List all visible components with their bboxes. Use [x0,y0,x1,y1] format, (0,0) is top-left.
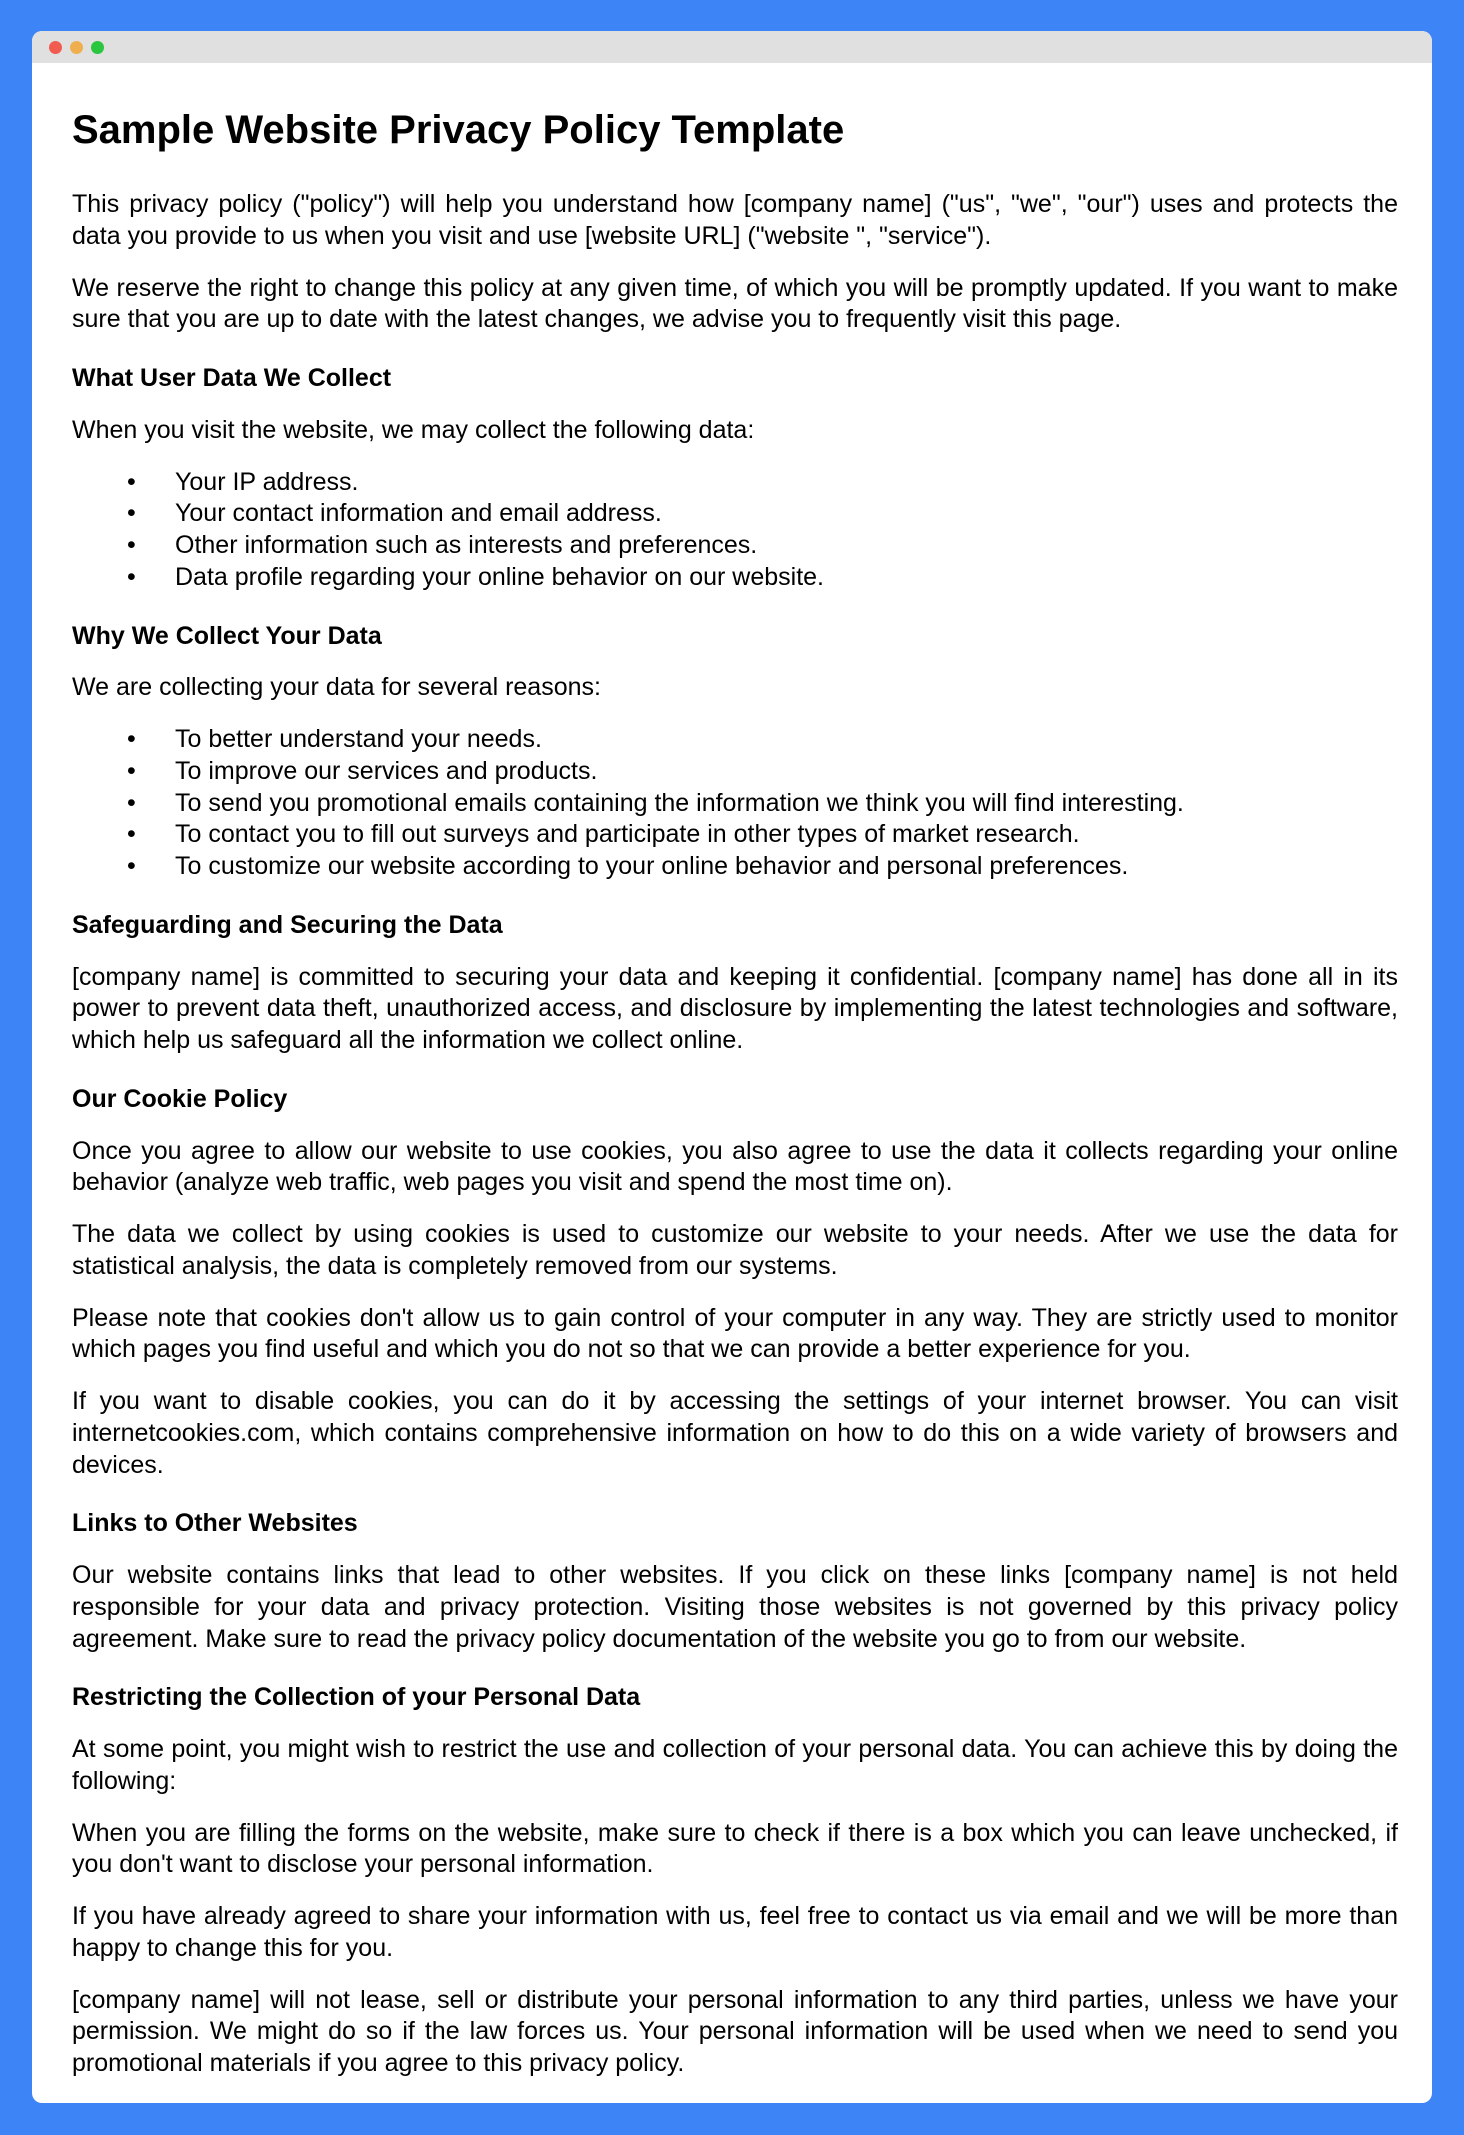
window-titlebar [32,31,1432,63]
document-sections [72,189,1398,2080]
list-item: • Your IP address. [175,467,1398,499]
close-button[interactable] [49,41,62,54]
paragraph: Our website contains links that lead to other websites. If you click on these links [company name] is not held responsible for your data and privacy protection. Visiting those websites is not governed by this privacy policy agreement. Make sure to read the privacy policy documentation of the website you go to from our website. [72,1561,1398,1653]
list-item: • Your contact information and email address. [175,498,1398,530]
paragraph: We are collecting your data for several reasons: [72,673,601,702]
paragraph: [company name] will not lease, sell or distribute your personal information to any third parties, unless we have your permission. We might do so if the law forces us. Your personal information will be used when we need to send you promotional materials if you agree to this privacy policy. [72,1985,1398,2077]
paragraph: If you want to disable cookies, you can do it by accessing the settings of your internet browser. You can visit internetcookies.com, which contains comprehensive information on how to do this on a wide variety of browsers and devices. [72,1387,1398,1479]
list-item: • Other information such as interests and preferences. [175,530,1398,562]
section-heading: Our Cookie Policy [72,1084,288,1113]
bullet-list [72,724,1398,883]
document-body [32,63,1432,2103]
paragraph: This privacy policy ("policy") will help you understand how [company name] ("us", "we", "our") uses and protects the data you provide to us when you visit and use [website URL] ("website ", "service"). [72,190,1398,250]
paragraph: At some point, you might wish to restrict the use and collection of your personal data. You can achieve this by doing the following: [72,1735,1398,1795]
minimize-button[interactable] [70,41,83,54]
paragraph: Please note that cookies don't allow us to gain control of your computer in any way. They are strictly used to monitor which pages you find useful and which you do not so that we can provide a better experience for you. [72,1303,1398,1364]
window [32,31,1432,2103]
paragraph: The data we collect by using cookies is used to customize our website to your needs. After we use the data for statistical analysis, the data is completely removed from our systems. [72,1220,1398,1280]
list-item: • To customize our website according to your online behavior and personal preferences. [175,851,1398,883]
paragraph: Once you agree to allow our website to use cookies, you also agree to use the data it collects regarding your online behavior (analyze web traffic, web pages you visit and spend the most time on). [72,1136,1398,1197]
section-heading: What User Data We Collect [72,364,392,392]
paragraph: When you are filling the forms on the website, make sure to check if there is a box which you can leave unchecked, if you don't want to disclose your personal information. [72,1818,1398,1879]
list-item: • To contact you to fill out surveys and participate in other types of market research. [175,819,1398,851]
paragraph: If you have already agreed to share your information with us, feel free to contact us via email and we will be more than happy to change this for you. [72,1902,1398,1962]
paragraph: When you visit the website, we may collect the following data: [72,415,755,444]
list-item: • To improve our services and products. [175,756,1398,788]
list-item: • To send you promotional emails containing the information we think you will find interesting. [175,788,1398,820]
section-heading: Why We Collect Your Data [72,621,382,650]
section-heading: Safeguarding and Securing the Data [72,910,503,939]
list-item: • Data profile regarding your online behavior on our website. [175,562,1398,594]
bullet-list [72,467,1398,594]
paragraph: [company name] is committed to securing your data and keeping it confidential. [company name] has done all in its power to prevent data theft, unauthorized access, and disclosure by implementing the latest technologies and software, which help us safeguard all the information we collect online. [72,962,1398,1054]
zoom-button[interactable] [91,41,104,54]
list-item: • To better understand your needs. [175,724,1398,756]
document-title: Sample Website Privacy Policy Template [72,108,845,152]
paragraph: We reserve the right to change this policy at any given time, of which you will be promptly updated. If you want to make sure that you are up to date with the latest changes, we advise you to frequently visit this page. [72,273,1398,334]
section-heading: Restricting the Collection of your Personal Data [72,1683,641,1712]
section-heading: Links to Other Websites [72,1509,358,1538]
